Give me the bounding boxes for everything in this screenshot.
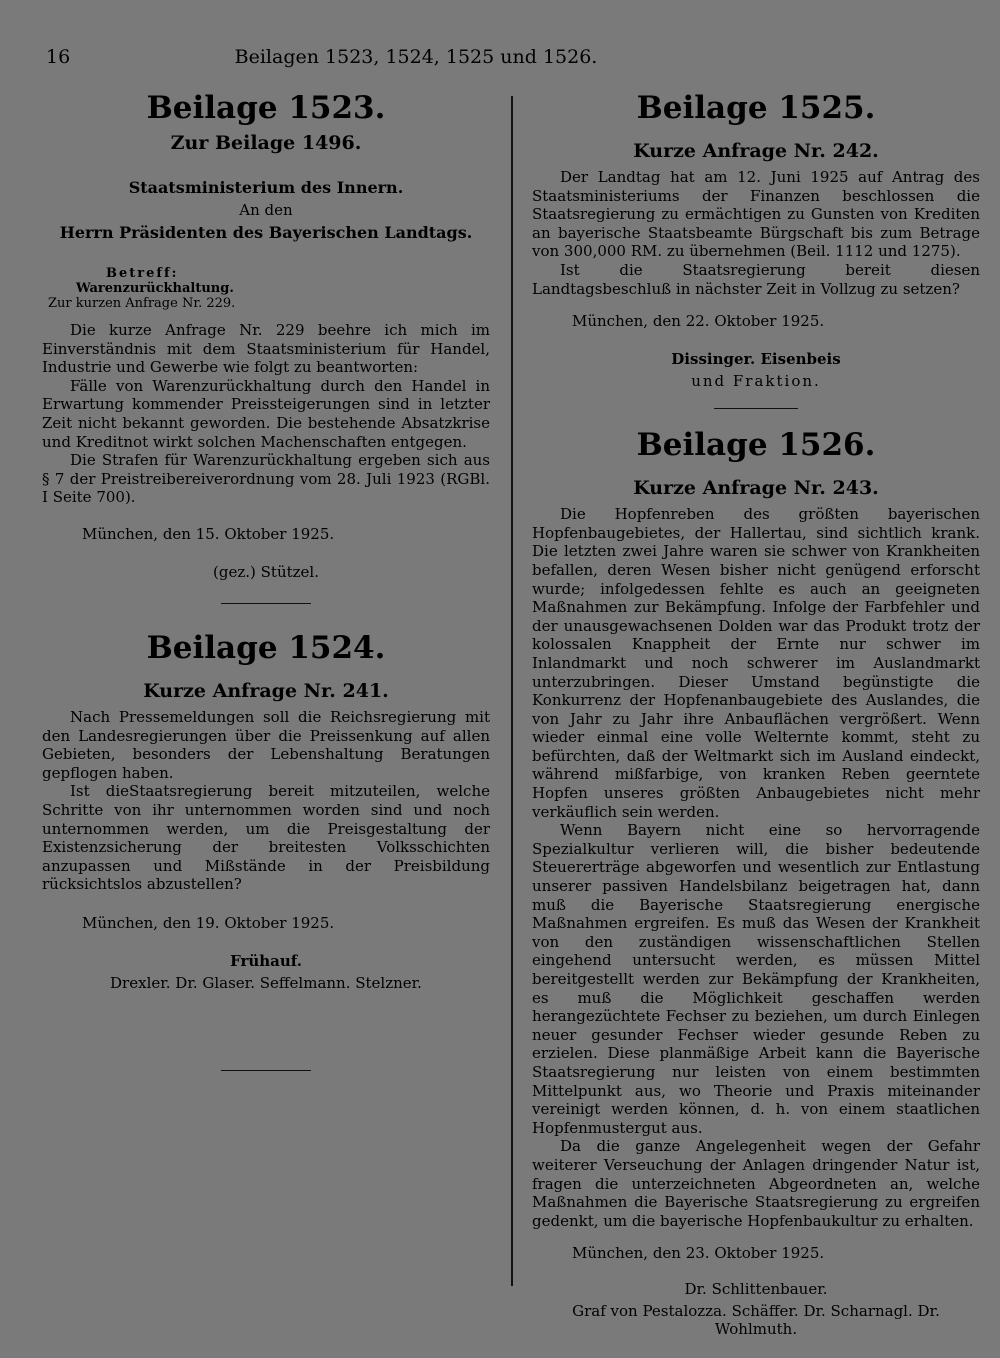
section-rule	[714, 408, 798, 409]
paragraph: Die kurze Anfrage Nr. 229 beehre ich mich im Einverständnis mit dem Staatsministerium für Handel, Industrie und Gewerbe wie folgt zu beantworten:	[42, 321, 490, 377]
section-rule	[221, 1070, 311, 1071]
addressee: Herrn Präsidenten des Bayerischen Landtags.	[59, 223, 473, 242]
beilage-1523-title: Beilage 1523.	[146, 90, 386, 126]
beilage-1525-title: Beilage 1525.	[636, 90, 876, 126]
date-line: München, den 22. Oktober 1925.	[572, 312, 825, 331]
signature-others: Graf von Pestalozza. Schäffer. Dr. Scharnagl. Dr. Wohlmuth.	[572, 1302, 940, 1339]
beilage-1524-subtitle: Kurze Anfrage Nr. 241.	[143, 679, 389, 702]
signature-main: Dissinger. Eisenbeis	[671, 350, 841, 369]
signature-main: Dr. Schlittenbauer.	[684, 1280, 828, 1299]
date-line: München, den 15. Oktober 1925.	[82, 524, 335, 543]
signature-main: Frühauf.	[230, 951, 302, 970]
paragraph: Der Landtag hat am 12. Juni 1925 auf Antrag des Staatsministeriums der Finanzen beschlossen die Staatsregierung zu ermächtigen zu Gunsten von Krediten an bayerische Staatsbeamte Bürgschaft bis zum Betrage von 300,000 RM. zu übernehmen (Beil. 1112 und 1275).	[532, 168, 980, 261]
beilage-1523-ref: Zur Beilage 1496.	[170, 132, 362, 154]
left-column	[42, 84, 490, 1085]
paragraph: Die Strafen für Warenzurückhaltung ergeben sich aus § 7 der Preistreibereiverordnung vom 28. Juli 1923 (RGBl. I Seite 700).	[42, 451, 490, 507]
running-head: Beilagen 1523, 1524, 1525 und 1526.	[234, 46, 598, 68]
paragraph: Wenn Bayern nicht eine so hervorragende Spezialkultur verlieren will, die bisher bedeutende Steuererträge abgeworfen und wesentlich zur Entlastung unserer passiven Handelsbilanz beigetragen hat, dann muß die Bayerische Staatsregierung energische Maßnahmen ergreifen. Es muß das Wesen der Krankheit von den zuständigen wissenschaftlichen Stellen eingehend untersucht werden, es müssen Mittel bereitgestellt werden zur Bekämpfung der Krankheiten, es muß die Möglichkeit geschaffen werden herangezüchtete Fechser zu beziehen, um durch Einlegen neuer gesunder Fechser wieder gesunde Reben zu erzielen. Diese planmäßige Arbeit kann die Bayerische Staatsregierung nur leisten von einem bestimmten Mittelpunkt aus, wo Theorie und Praxis miteinander vereinigt werden können, d. h. von einem staatlichen Hopfenmustergut aus.	[532, 821, 980, 1137]
betreff-line-1: Warenzurückhaltung.	[76, 281, 234, 296]
beilage-1523	[42, 90, 490, 604]
beilage-1526-title: Beilage 1526.	[636, 427, 876, 464]
column-divider	[511, 96, 513, 1286]
betreff-label: Betreff:	[106, 266, 179, 281]
signature-sub: und Fraktion.	[691, 372, 821, 391]
ministry-name: Staatsministerium des Innern.	[128, 178, 404, 197]
beilage-1524	[42, 630, 490, 1071]
beilage-1524-title: Beilage 1524.	[146, 629, 386, 666]
betreff-block	[42, 266, 490, 311]
paragraph: Fälle von Warenzurückhaltung durch den Handel in Erwartung kommender Preissteigerungen sind in letzter Zeit nicht bekannt geworden. Die bestehende Absatzkrise und Kreditnot wirkt solchen Machenschaften entgegen.	[42, 376, 490, 451]
beilage-1525	[532, 90, 980, 409]
signature-others: Drexler. Dr. Glaser. Seffelmann. Stelzner.	[110, 973, 422, 992]
beilage-1526	[532, 427, 980, 1338]
paragraph: Die Hopfenreben des größten bayerischen Hopfenbaugebietes, der Hallertau, sind sichtlich krank. Die letzten zwei Jahre waren sie schwer von Krankheiten befallen, deren Wesen bisher nicht genügend erforscht wurde; infolgedessen fehlte es auch an geeigneten Maßnahmen zur Bekämpfung. Infolge der Farbfehler und der unausgewachsenen Dolden war das Produkt trotz der kolossalen Knappheit der Ernte nur schwer im Inlandmarkt und noch schwerer im Auslandmarkt unterzubringen. Dieser Umstand begünstigte die Konkurrenz der Hopfenanbaugebiete des Auslandes, die von Jahr zu Jahr ihre Anbauflächen vergrößert. Wenn wieder einmal eine volle Welternte kommt, steht zu befürchten, daß der Weltmarkt sich im Ausland eindeckt, während mißfarbige, von kranken Reben geerntete Hopfen unseres größten Anbaugebietes nicht mehr verkäuflich sein werden.	[532, 505, 980, 821]
right-column	[532, 84, 980, 1342]
signature: (gez.) Stützel.	[213, 562, 319, 581]
page-number: 16	[46, 46, 71, 68]
beilage-1526-subtitle: Kurze Anfrage Nr. 243.	[633, 477, 879, 500]
date-line: München, den 19. Oktober 1925.	[82, 913, 335, 932]
beilage-1525-subtitle: Kurze Anfrage Nr. 242.	[633, 140, 879, 162]
paragraph: Da die ganze Angelegenheit wegen der Gefahr weiterer Verseuchung der Anlagen dringender Natur ist, fragen die unterzeichneten Abgeordneten an, welche Maßnahmen die Bayerische Staatsregierung zu ergreifen gedenkt, um die bayerische Hopfenbaukultur zu erhalten.	[532, 1137, 980, 1230]
page-header	[46, 46, 976, 74]
an-den: An den	[239, 201, 293, 219]
paragraph: Ist dieStaatsregierung bereit mitzuteilen, welche Schritte von ihr unternommen worden sind und noch unternommen werden, um die Preisgestaltung der Existenzsicherung der breitesten Volksschichten anzupassen und Mißstände in der Preisbildung rücksichtslos abzustellen?	[42, 782, 490, 894]
paragraph: Ist die Staatsregierung bereit diesen Landtagsbeschluß in nächster Zeit in Vollzug zu setzen?	[532, 260, 980, 298]
paragraph: Nach Pressemeldungen soll die Reichsregierung mit den Landesregierungen über die Preissenkung auf allen Gebieten, besonders der Lebenshaltung Beratungen gepflogen haben.	[42, 707, 490, 782]
betreff-line-2: Zur kurzen Anfrage Nr. 229.	[48, 296, 236, 311]
section-rule	[221, 603, 311, 604]
date-line: München, den 23. Oktober 1925.	[572, 1244, 825, 1263]
